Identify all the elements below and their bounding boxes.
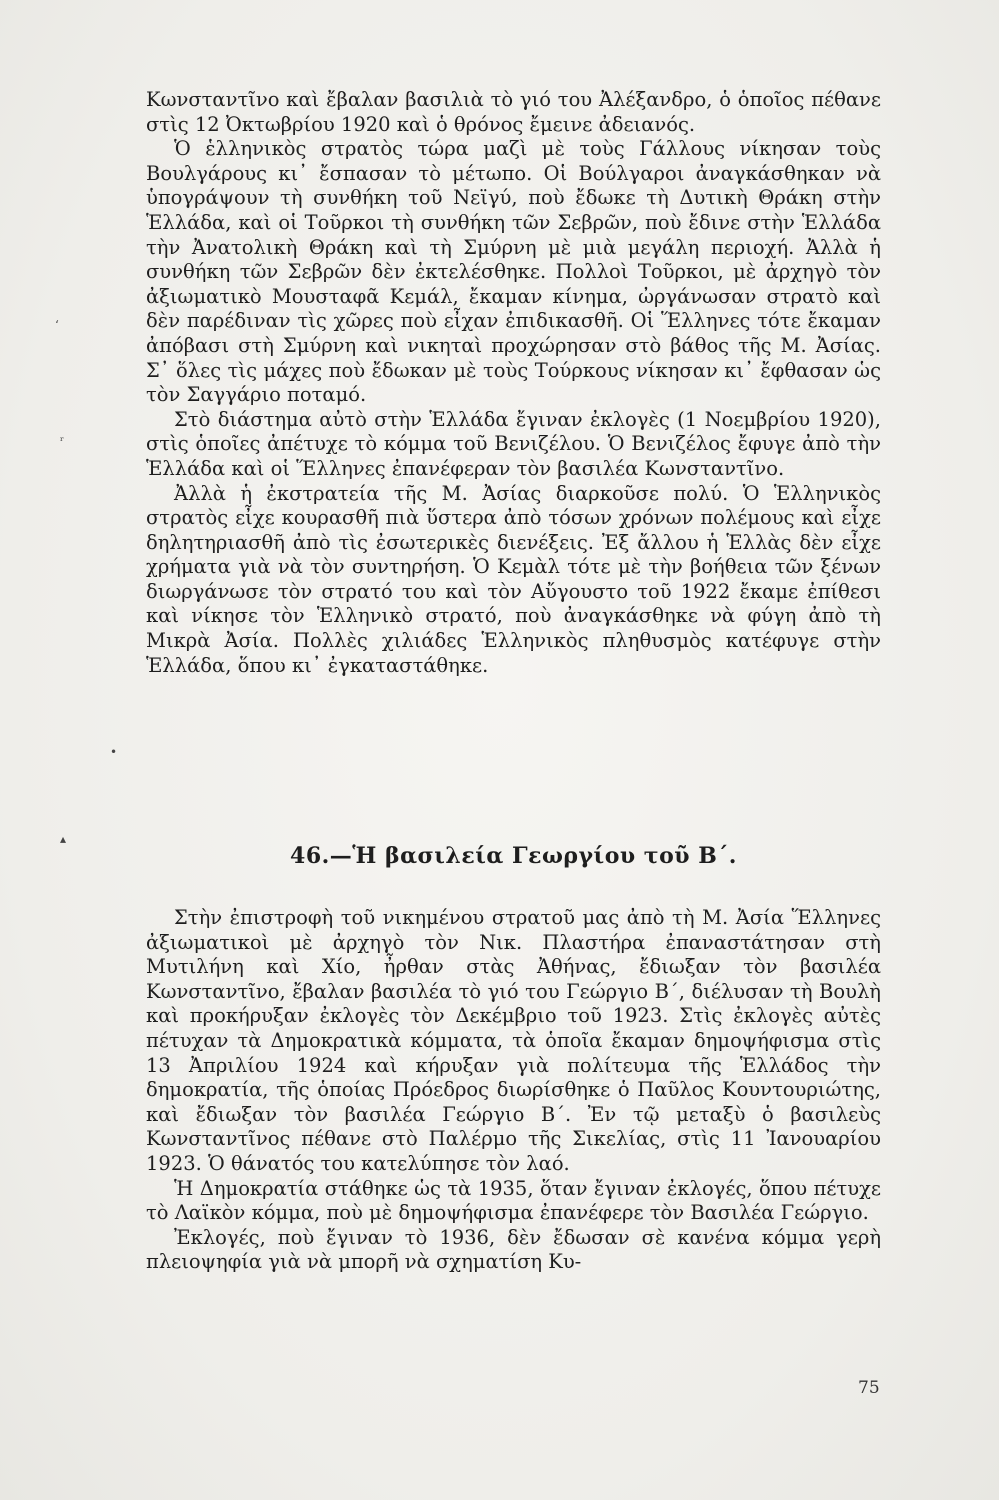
paragraph: Στὸ διάστημα αὐτὸ στὴν Ἑλλάδα ἔγιναν ἐκλογὲς (1 Νοεμβρίου 1920), στὶς ὁποῖες ἀπέτυχε τὸ κόμμα τοῦ Βενιζέλου. Ὁ Βενιζέλος ἔφυγε ἀπὸ τὴν Ἑλλάδα καὶ οἱ Ἕλληνες ἐπανέφεραν τὸν βασιλέα Κωνσταντῖνο. xyxy=(146,407,881,480)
paragraph: Ἡ Δημοκρατία στάθηκε ὡς τὰ 1935, ὅταν ἔγιναν ἐκλογές, ὅπου πέτυχε τὸ Λαϊκὸν κόμμα, ποὺ μὲ δημοψήφισμα ἐπανέφερε τὸν Βασιλέα Γεώργιο. xyxy=(146,1176,881,1225)
paragraph: Ἀλλὰ ἡ ἐκστρατεία τῆς Μ. Ἀσίας διαρκοῦσε πολύ. Ὁ Ἑλληνικὸς στρατὸς εἶχε κουρασθῆ πιὰ ὕστερα ἀπὸ τόσων χρόνων πολέμους καὶ εἶχε δηλητηριασθῆ ἀπὸ τὶς ἐσωτερικὲς διενέξεις. Ἐξ ἄλλου ἡ Ἑλλὰς δὲν εἶχε χρήματα γιὰ νὰ τὸν συντηρήση. Ὁ Κεμὰλ τότε μὲ τὴν βοήθεια τῶν ξένων διωργάνωσε τὸν στρατό του καὶ τὸν Αὔγουστο τοῦ 1922 ἔκαμε ἐπίθεσι καὶ νίκησε τὸν Ἑλληνικὸ στρατό, ποὺ ἀναγκάσθηκε νὰ φύγη ἀπὸ τὴ Μικρὰ Ἀσία. Πολλὲς χιλιάδες Ἑλληνικὸς πληθυσμὸς κατέφυγε στὴν Ἑλλάδα, ὅπου κι᾽ ἐγκαταστάθηκε. xyxy=(146,481,881,677)
margin-speck-icon: • xyxy=(110,745,118,759)
paragraph: Ὁ ἑλληνικὸς στρατὸς τώρα μαζὶ μὲ τοὺς Γάλλους νίκησαν τοὺς Βουλγάρους κι᾽ ἔσπασαν τὸ μέτωπο. Οἱ Βούλγαροι ἀναγκάσθηκαν νὰ ὑπογράψουν τὴ συνθήκη τοῦ Νεϊγύ, ποὺ ἔδωκε τὴ Δυτικὴ Θράκη στὴν Ἑλλάδα, καὶ οἱ Τοῦρκοι τὴ συνθήκη τῶν Σεβρῶν, ποὺ ἔδινε στὴν Ἑλλάδα τὴν Ἀνατολικὴ Θράκη καὶ τὴ Σμύρνη μὲ μιὰ μεγάλη περιοχή. Ἀλλὰ ἡ συνθήκη τῶν Σεβρῶν δὲν ἐκτελέσθηκε. Πολλοὶ Τοῦρκοι, μὲ ἀρχηγὸ τὸν ἀξιωματικὸ Μουσταφᾶ Κεμάλ, ἔκαμαν κίνημα, ὠργάνωσαν στρατὸ καὶ δὲν παρέδιναν τὶς χῶρες ποὺ εἶχαν ἐπιδικασθῆ. Οἱ Ἕλληνες τότε ἔκαμαν ἀπόβασι στὴ Σμύρνη καὶ νικηταὶ προχώρησαν στὸ βάθος τῆς Μ. Ἀσίας. Σ᾽ ὅλες τὶς μάχες ποὺ ἔδωκαν μὲ τοὺς Τούρκους νίκησαν κι᾽ ἔφθασαν ὡς τὸν Σαγγάριο ποταμό. xyxy=(146,137,881,407)
paragraph: Ἐκλογές, ποὺ ἔγιναν τὸ 1936, δὲν ἔδωσαν σὲ κανένα κόμμα γερὴ πλειοψηφία γιὰ νὰ μπορῆ νὰ σχηματίση Κυ- xyxy=(146,1225,881,1274)
page-number: 75 xyxy=(858,1378,880,1398)
text-block-top xyxy=(146,88,881,678)
margin-speck-icon: ʳ xyxy=(60,434,65,448)
margin-speck-icon: ʻ xyxy=(55,318,59,332)
paragraph: Στὴν ἐπιστροφὴ τοῦ νικημένου στρατοῦ μας ἀπὸ τὴ Μ. Ἀσία Ἕλληνες ἀξιωματικοὶ μὲ ἀρχηγὸ τὸν Νικ. Πλαστήρα ἐπαναστάτησαν στὴ Μυτιλήνη καὶ Χίο, ἦρθαν στὰς Ἀθήνας, ἔδιωξαν τὸν βασιλέα Κωνσταντῖνο, ἔβαλαν βασιλέα τὸ γιό του Γεώργιο Β΄, διέλυσαν τὴ Βουλὴ καὶ προκήρυξαν ἐκλογὲς τὸν Δεκέμβριο τοῦ 1923. Στὶς ἐκλογὲς αὐτὲς πέτυχαν τὰ Δημοκρατικὰ κόμματα, τὰ ὁποῖα ἔκαμαν δημοψήφισμα στὶς 13 Ἀπριλίου 1924 καὶ κήρυξαν γιὰ πολίτευμα τῆς Ἑλλάδος τὴν δημοκρατία, τῆς ὁποίας Πρόεδρος διωρίσθηκε ὁ Παῦλος Κουντουριώτης, καὶ ἔδιωξαν τὸν βασιλέα Γεώργιο Β΄. Ἐν τῷ μεταξὺ ὁ βασιλεὺς Κωνσταντῖνος πέθανε στὸ Παλέρμο τῆς Σικελίας, στὶς 11 Ἰανουαρίου 1923. Ὁ θάνατός του κατελύπησε τὸν λαό. xyxy=(146,906,881,1175)
section-heading: 46.—Ἡ βασιλεία Γεωργίου τοῦ Β΄. xyxy=(290,843,737,869)
margin-speck-icon: ▴ xyxy=(60,832,67,846)
paragraph: Κωνσταντῖνο καὶ ἔβαλαν βασιλιὰ τὸ γιό του Ἀλέξανδρο, ὁ ὁποῖος πέθανε στὶς 12 Ὀκτωβρίου 1920 καὶ ὁ θρόνος ἔμεινε ἀδειανός. xyxy=(146,88,881,136)
text-block-bottom xyxy=(146,906,881,1275)
